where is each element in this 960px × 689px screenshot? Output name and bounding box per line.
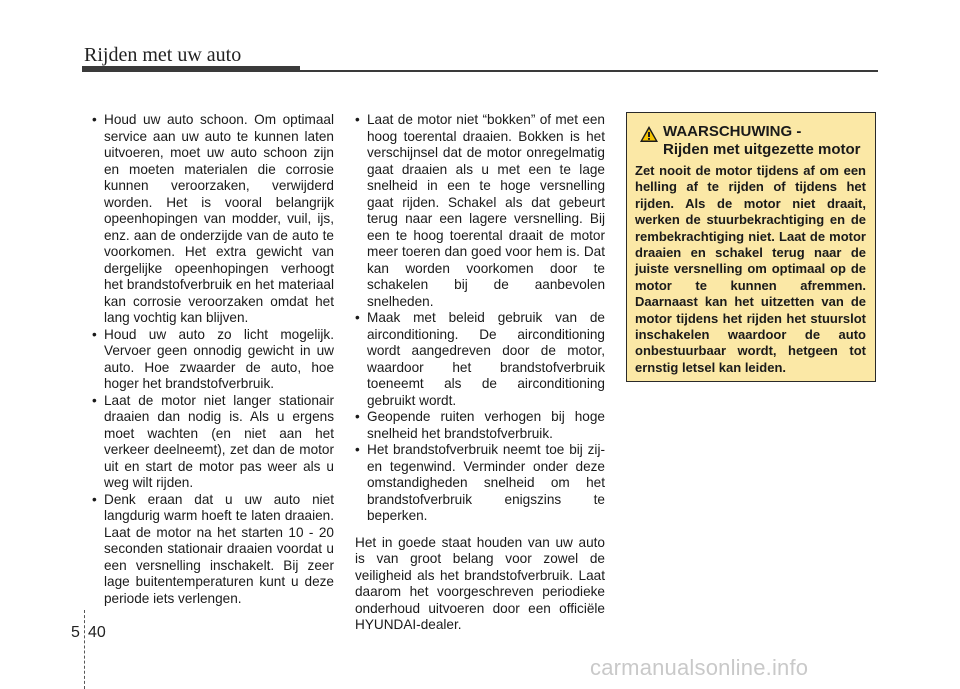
header-rule <box>300 70 878 72</box>
header-bar <box>82 66 300 72</box>
bullet-list-middle <box>355 112 605 525</box>
warning-body: Zet nooit de motor tijdens af om een helling af te rijden of tijdens het rijden. Als de motor niet draait, werken de stuurbekrachtiging en de rembekrachtiging niet. Laat de motor draaien en schakel terug naar de juiste versnelling om optimaal op de motor te kunnen afremmen. Daarnaast kan het uitzetten van de motor tijdens het rijden het stuurslot inschakelen waardoor de auto onbestuurbaar wordt, hetgeen tot ernstig letsel kan leiden. <box>635 163 866 375</box>
text-column-middle <box>355 112 605 634</box>
warning-header <box>637 123 866 159</box>
list-item: • Het brandstofverbruik neemt toe bij zij-en tegenwind. Verminder onder deze omstandigheden snelheid om het brandstofverbruik enigszins te beperken. <box>355 442 605 523</box>
body-paragraph: Het in goede staat houden van uw auto is van groot belang voor zowel de veiligheid als het brandstofverbruik. Laat daarom het voorgeschreven periodieke onderhoud uitvoeren door een officiële HYUNDAI-dealer. <box>355 534 605 632</box>
bullet-icon: • <box>92 112 97 127</box>
bullet-icon: • <box>355 112 360 127</box>
list-item: • Houd uw auto zo licht mogelijk. Vervoer geen onnodig gewicht in uw auto. Hoe zwaarder de auto, hoe hoger het brandstofverbruik. <box>92 326 334 391</box>
page-number: 40 <box>88 624 106 641</box>
section-number: 5 <box>71 624 80 641</box>
list-item: • Laat de motor niet “bokken” of met een hoog toerental draaien. Bokken is het verschijnsel dat de motor onregelmatig gaat draaien als u met een te lage snelheid in een te hoge versnelling gaat rijden. Schakel als dat gebeurt terug naar een lagere versnelling. Bij een te hoog toerental draait de motor meer toeren dan goed voor hem is. Dat kan worden voorkomen door te schakelen bij de aanbevolen snelheden. <box>355 112 605 309</box>
bullet-icon: • <box>92 392 97 408</box>
list-item: • Maak met beleid gebruik van de airconditioning. De airconditioning wordt aangedreven door de motor, waardoor het brandstofverbruik toeneemt als de airconditioning gebruikt wordt. <box>355 310 605 408</box>
watermark: carmanualsonline.info <box>590 655 809 680</box>
warning-box <box>626 112 876 382</box>
warning-subtitle: Rijden met uitgezette motor <box>663 141 861 158</box>
list-item: • Houd uw auto schoon. Om optimaal service aan uw auto te kunnen laten uitvoeren, moet uw auto schoon zijn en moeten materialen die corrosie kunnen veroorzaken, verwijderd worden. Het is vooral belangrijk opeenhopingen van modder, vuil, ijs, enz. aan de onderzijde van de auto te voorkomen. Het extra gewicht van dergelijke opeenhopingen verhoogt het brandstofverbruik en het materiaal kan corrosie veroorzaken omdat het lang vochtig kan blijven. <box>92 112 334 325</box>
bullet-icon: • <box>92 491 97 507</box>
list-item: • Denk eraan dat u uw auto niet langdurig warm hoeft te laten draaien. Laat de motor na het starten 10 - 20 seconden stationair draaien voordat u een versnelling inschakelt. Bij zeer lage buitentemperaturen kunt u deze periode iets verlengen. <box>92 491 334 606</box>
page-number-divider <box>84 610 85 689</box>
bullet-icon: • <box>92 326 97 342</box>
bullet-icon: • <box>355 409 360 424</box>
list-item: • Laat de motor niet langer stationair draaien dan nodig is. Als u ergens moet wachten (en niet aan het verkeer deelneemt), zet dan de motor uit en start de motor pas weer als u weg wilt rijden. <box>92 392 334 490</box>
bullet-icon: • <box>355 310 360 325</box>
list-item: • Geopende ruiten verhogen bij hoge snelheid het brandstofverbruik. <box>355 409 605 441</box>
bullet-icon: • <box>355 442 360 457</box>
warning-triangle-icon <box>639 125 659 143</box>
bullet-list-left <box>92 112 334 607</box>
page-header-title: Rijden met uw auto <box>84 44 242 66</box>
text-column-left <box>92 112 334 607</box>
warning-title: WAARSCHUWING - <box>663 123 802 140</box>
